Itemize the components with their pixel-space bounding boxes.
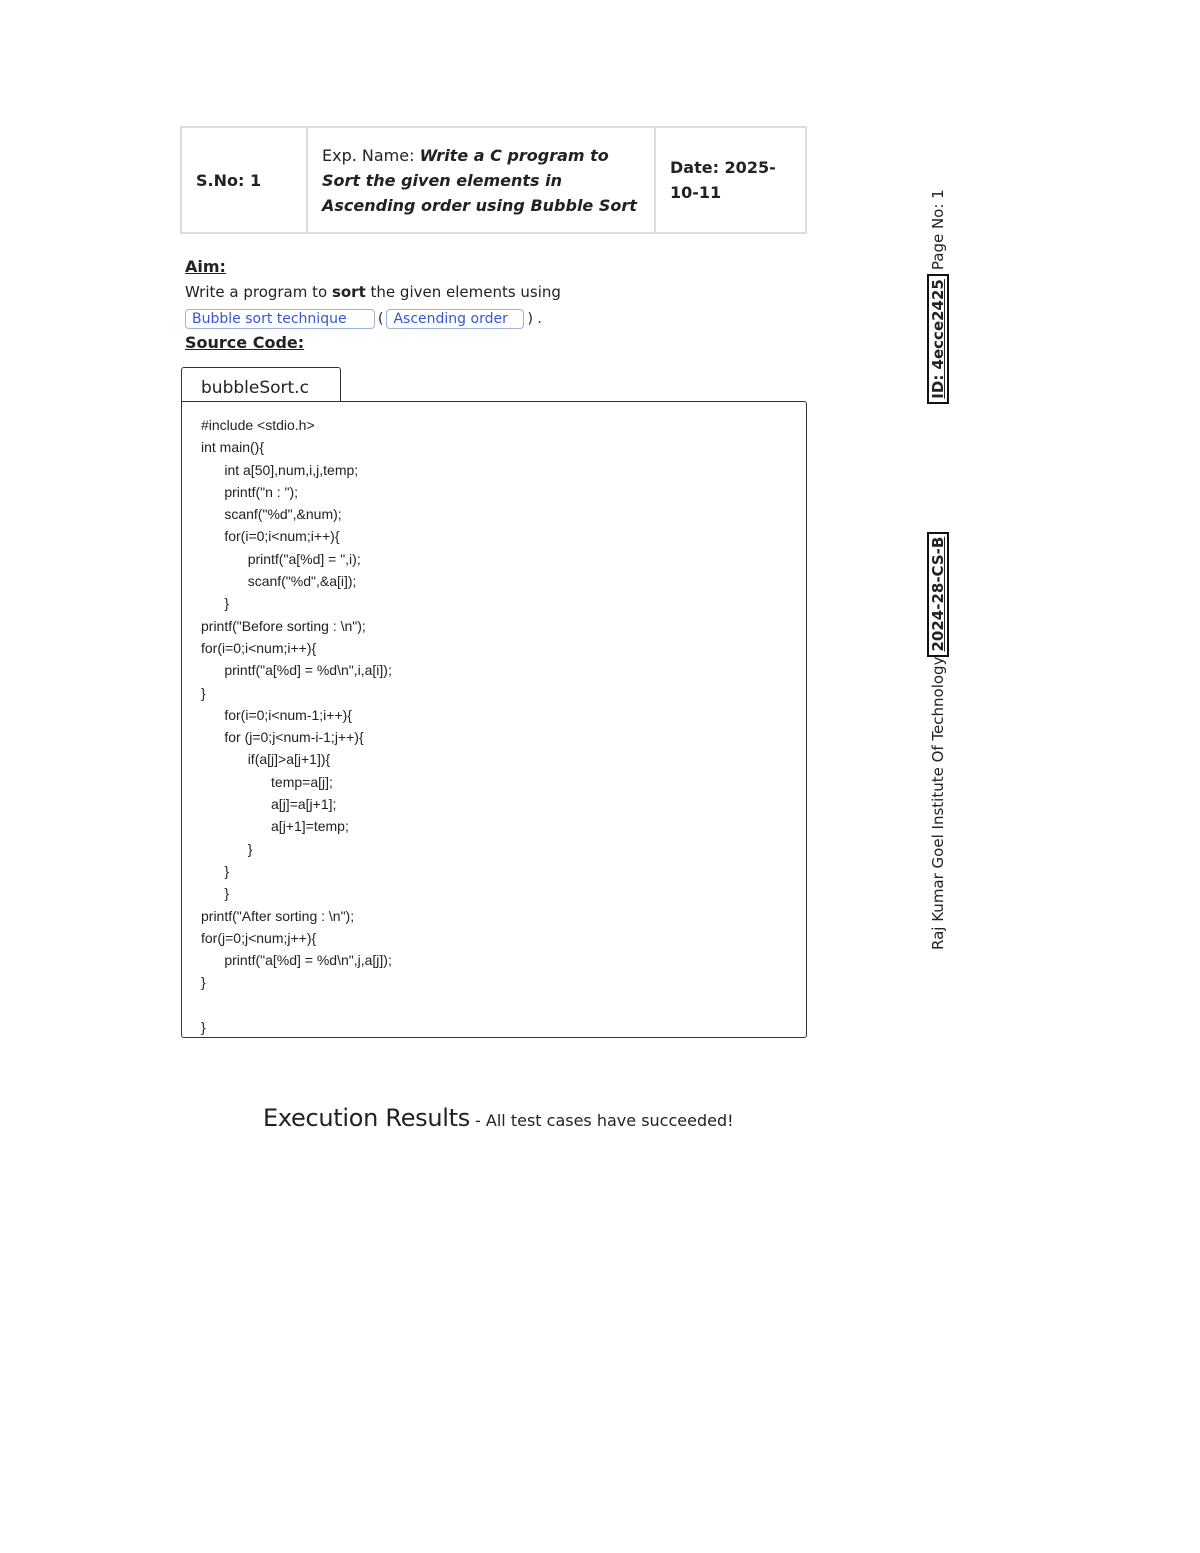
experiment-name-value: Write a C program to Sort the given elements in Ascending order using Bubble Sort	[322, 145, 637, 215]
serial-number: S.No: 1	[181, 127, 307, 233]
execution-results-title: Execution Results	[263, 1104, 470, 1132]
execution-results	[263, 1104, 734, 1132]
code-box	[181, 401, 807, 1038]
aim-text-before: Write a program to	[185, 283, 332, 301]
experiment-name-label: Exp. Name:	[322, 145, 420, 165]
experiment-date: Date: 2025-10-11	[655, 127, 806, 233]
tag-bubble-sort: Bubble sort technique	[185, 309, 375, 329]
file-tab[interactable]: bubbleSort.c	[181, 367, 341, 401]
aim-text-bold: sort	[331, 283, 366, 301]
page-number: Page No: 1	[929, 189, 947, 271]
execution-status: - All test cases have succeeded!	[469, 1111, 734, 1130]
side-footer	[927, 189, 949, 950]
experiment-header-table	[180, 126, 807, 234]
experiment-name	[307, 127, 655, 233]
student-id: ID: 4ecce2425	[927, 274, 949, 404]
aim-text	[185, 283, 561, 301]
aim-tags	[185, 309, 545, 329]
paren-open: (	[378, 311, 384, 327]
source-code: #include <stdio.h> int main(){ int a[50],num,i,j,temp; printf("n : "); scanf("%d",&num); for(i=0;i<num;i++){ printf("a[%d] = ",i); scanf("%d",&a[i]); } printf("Before sorting : \n"); for(i=0;i<num;i++){ printf("a[%d] = %d\n",i,a[i]); } for(i=0;i<num-1;i++){ for (j=0;j<num-i-1;j++){ if(a[j]>a[j+1]){ temp=a[j]; a[j]=a[j+1]; a[j+1]=temp; } } } printf("After sorting : \n"); for(j=0;j<num;j++){ printf("a[%d] = %d\n",j,a[j]); } }	[201, 417, 392, 1036]
aim-heading: Aim:	[185, 257, 226, 276]
tag-ascending-order: Ascending order	[386, 309, 524, 329]
aim-text-after: the given elements using	[365, 283, 561, 301]
batch-label: 2024-28-CS-B	[927, 532, 949, 657]
institute-name: Raj Kumar Goel Institute Of Technology	[929, 656, 947, 950]
paren-close: ) .	[527, 311, 542, 327]
source-code-heading: Source Code:	[185, 333, 305, 352]
